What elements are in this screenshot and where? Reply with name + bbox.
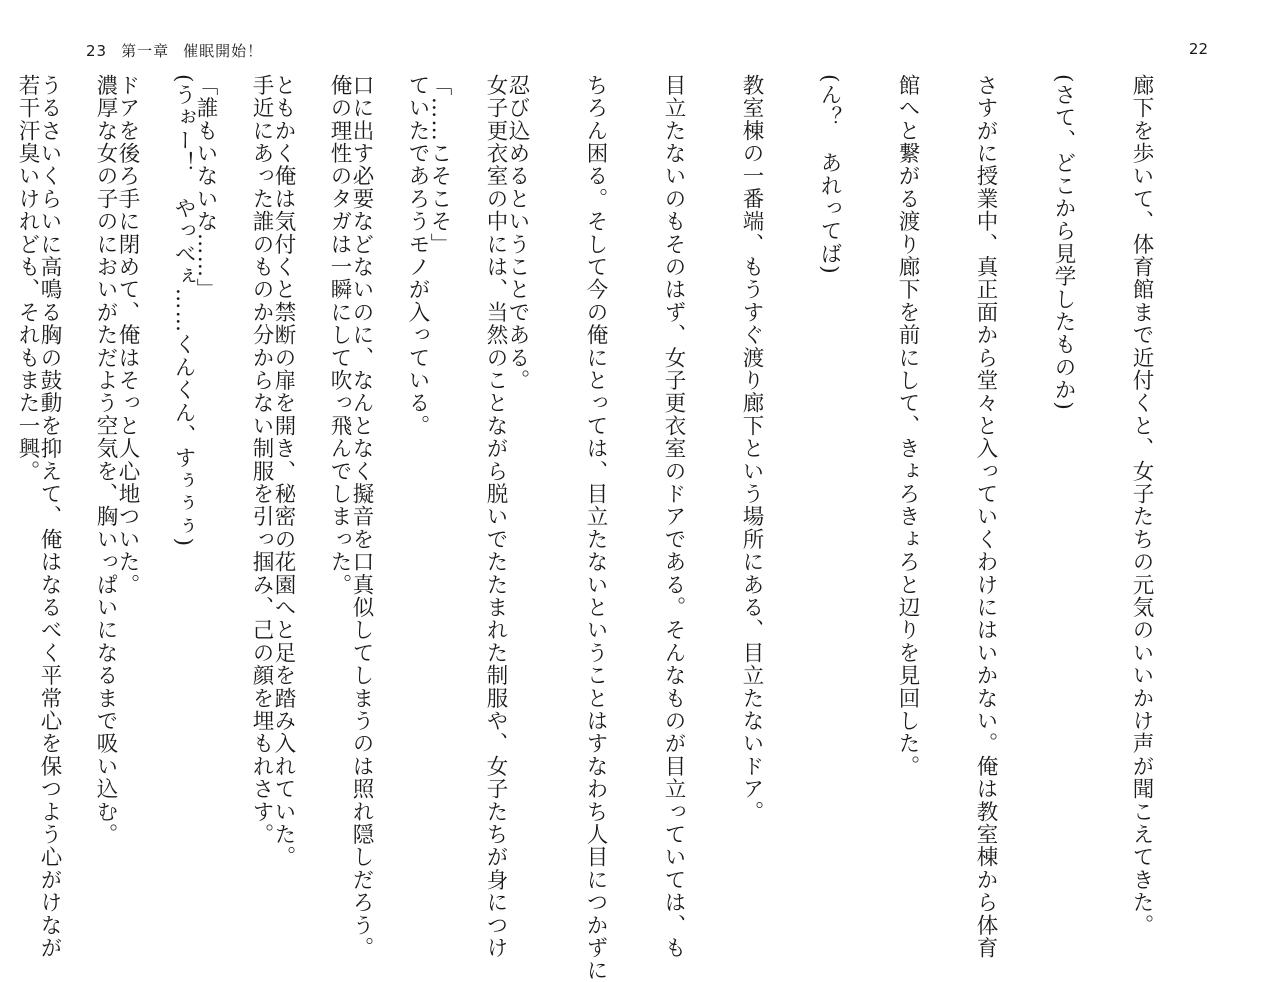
text-line: うるさいくらいに高鳴る胸の鼓動を抑えて、俺はなるべく平常心を保つよう心がけなが	[37, 74, 62, 960]
text-line: 「……こそこそ」	[427, 74, 452, 256]
page-number: 23	[86, 42, 108, 60]
text-line: 手近にあった誰のものか分からない制服を引っ掴み、己の顔を埋もれさす。	[249, 74, 274, 846]
text-line: 若干汗臭いけれども、それもまた一興。	[15, 74, 40, 483]
text-line: 女子更衣室の中には、当然のことながら脱いでたたまれた制服や、女子たちが身につけ	[483, 74, 508, 960]
text-line: (さて、どこから見学したものか)	[1051, 74, 1076, 411]
text-line: 館へと繋がる渡り廊下を前にして、きょろきょろと辺りを見回した。	[895, 74, 920, 778]
text-line: ていたであろうモノが入っている。	[405, 74, 430, 438]
text-line: 目立たないのもそのはず、女子更衣室のドアである。そんなものが目立っていては、も	[661, 74, 686, 960]
chapter-label: 第一章	[121, 42, 170, 60]
text-line: さすがに授業中、真正面から堂々と入っていくわけにはいかない。俺は教室棟から体育	[973, 74, 998, 960]
running-header	[86, 40, 277, 61]
text-line: 俺の理性のタガは一瞬にして吹っ飛んでしまった。	[327, 74, 352, 597]
text-line: ドアを後ろ手に閉めて、俺はそっと人心地ついた。	[115, 74, 140, 597]
text-line: 教室棟の一番端、もうすぐ渡り廊下という場所にある、目立たないドア。	[739, 74, 764, 824]
text-line: 廊下を歩いて、体育館まで近付くと、女子たちの元気のいいかけ声が聞こえてきた。	[1129, 74, 1154, 937]
text-line: 口に出す必要などないのに、なんとなく擬音を口真似してしまうのは照れ隠しだろう。	[349, 74, 374, 960]
text-line: (うぉー！ やっべぇ……くんくん、すぅぅぅ)	[171, 74, 196, 548]
text-line: ちろん困る。そして今の俺にとっては、目立たないということはすなわち人目につかずに	[583, 74, 608, 982]
text-line: ともかく俺は気付くと禁断の扉を開き、秘密の花園へと足を踏み入れていた。	[271, 74, 296, 869]
text-line: (ん？ あれってば)	[817, 74, 842, 275]
chapter-title: 催眠開始！	[183, 42, 264, 60]
text-line: 忍び込めるということである。	[505, 74, 530, 392]
text-line: 「誰もいないな……」	[193, 74, 218, 301]
page-number: 22	[1188, 40, 1208, 58]
text-line: 濃厚な女の子のにおいがただよう空気を、胸いっぱいになるまで吸い込む。	[93, 74, 118, 846]
